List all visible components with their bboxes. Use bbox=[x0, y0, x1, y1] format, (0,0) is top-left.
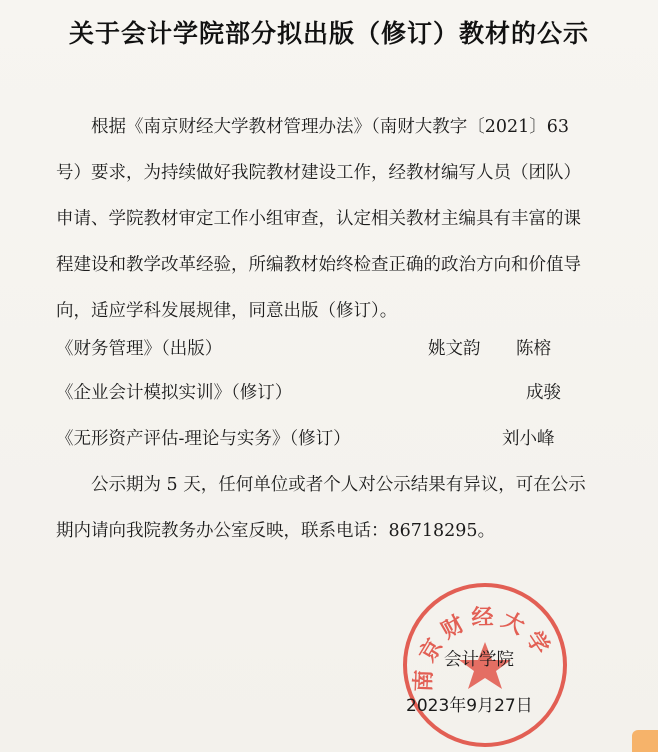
paragraph-line: 向，适应学科发展规律，同意出版（修订）。 bbox=[56, 301, 398, 321]
book-title: 《无形资产评估-理论与实务》（修订） bbox=[56, 429, 351, 449]
paragraph-line: 程建设和教学改革经验，所编教材始终检查正确的政治方向和价值导 bbox=[56, 255, 581, 275]
book-title: 《企业会计模拟实训》（修订） bbox=[56, 383, 293, 403]
book-title: 《财务管理》（出版） bbox=[56, 339, 223, 359]
paragraph-line: 根据《南京财经大学教材管理办法》（南财大教字〔2021〕63 bbox=[91, 117, 570, 137]
body-paragraph-1 bbox=[56, 104, 616, 334]
book-entry-intangible-asset-valuation bbox=[56, 424, 616, 454]
document-title: 关于会计学院部分拟出版（修订）教材的公示 bbox=[68, 19, 589, 48]
paragraph-line: 申请、学院教材审定工作小组审查，认定相关教材主编具有丰富的课 bbox=[56, 209, 581, 229]
book-author: 陈榕 bbox=[516, 339, 551, 359]
signature-date: 2023年9月27日 bbox=[406, 696, 533, 716]
book-author: 刘小峰 bbox=[502, 429, 555, 449]
body-paragraph-2 bbox=[56, 462, 616, 554]
svg-text:南京财经大学: 南京财经大学 bbox=[411, 605, 557, 693]
paragraph-line: 公示期为 5 天，任何单位或者个人对公示结果有异议，可在公示 bbox=[91, 475, 586, 495]
book-entry-financial-management bbox=[56, 334, 616, 364]
book-entry-accounting-simulation bbox=[56, 378, 616, 408]
page-corner-tab bbox=[632, 730, 658, 752]
book-author: 姚文韵 bbox=[428, 339, 481, 359]
signature-organization: 会计学院 bbox=[444, 650, 514, 670]
book-author: 成骏 bbox=[526, 383, 561, 403]
paragraph-line: 期内请向我院教务办公室反映，联系电话：86718295。 bbox=[56, 521, 496, 541]
paragraph-line: 号）要求，为持续做好我院教材建设工作，经教材编写人员（团队） bbox=[56, 163, 581, 183]
